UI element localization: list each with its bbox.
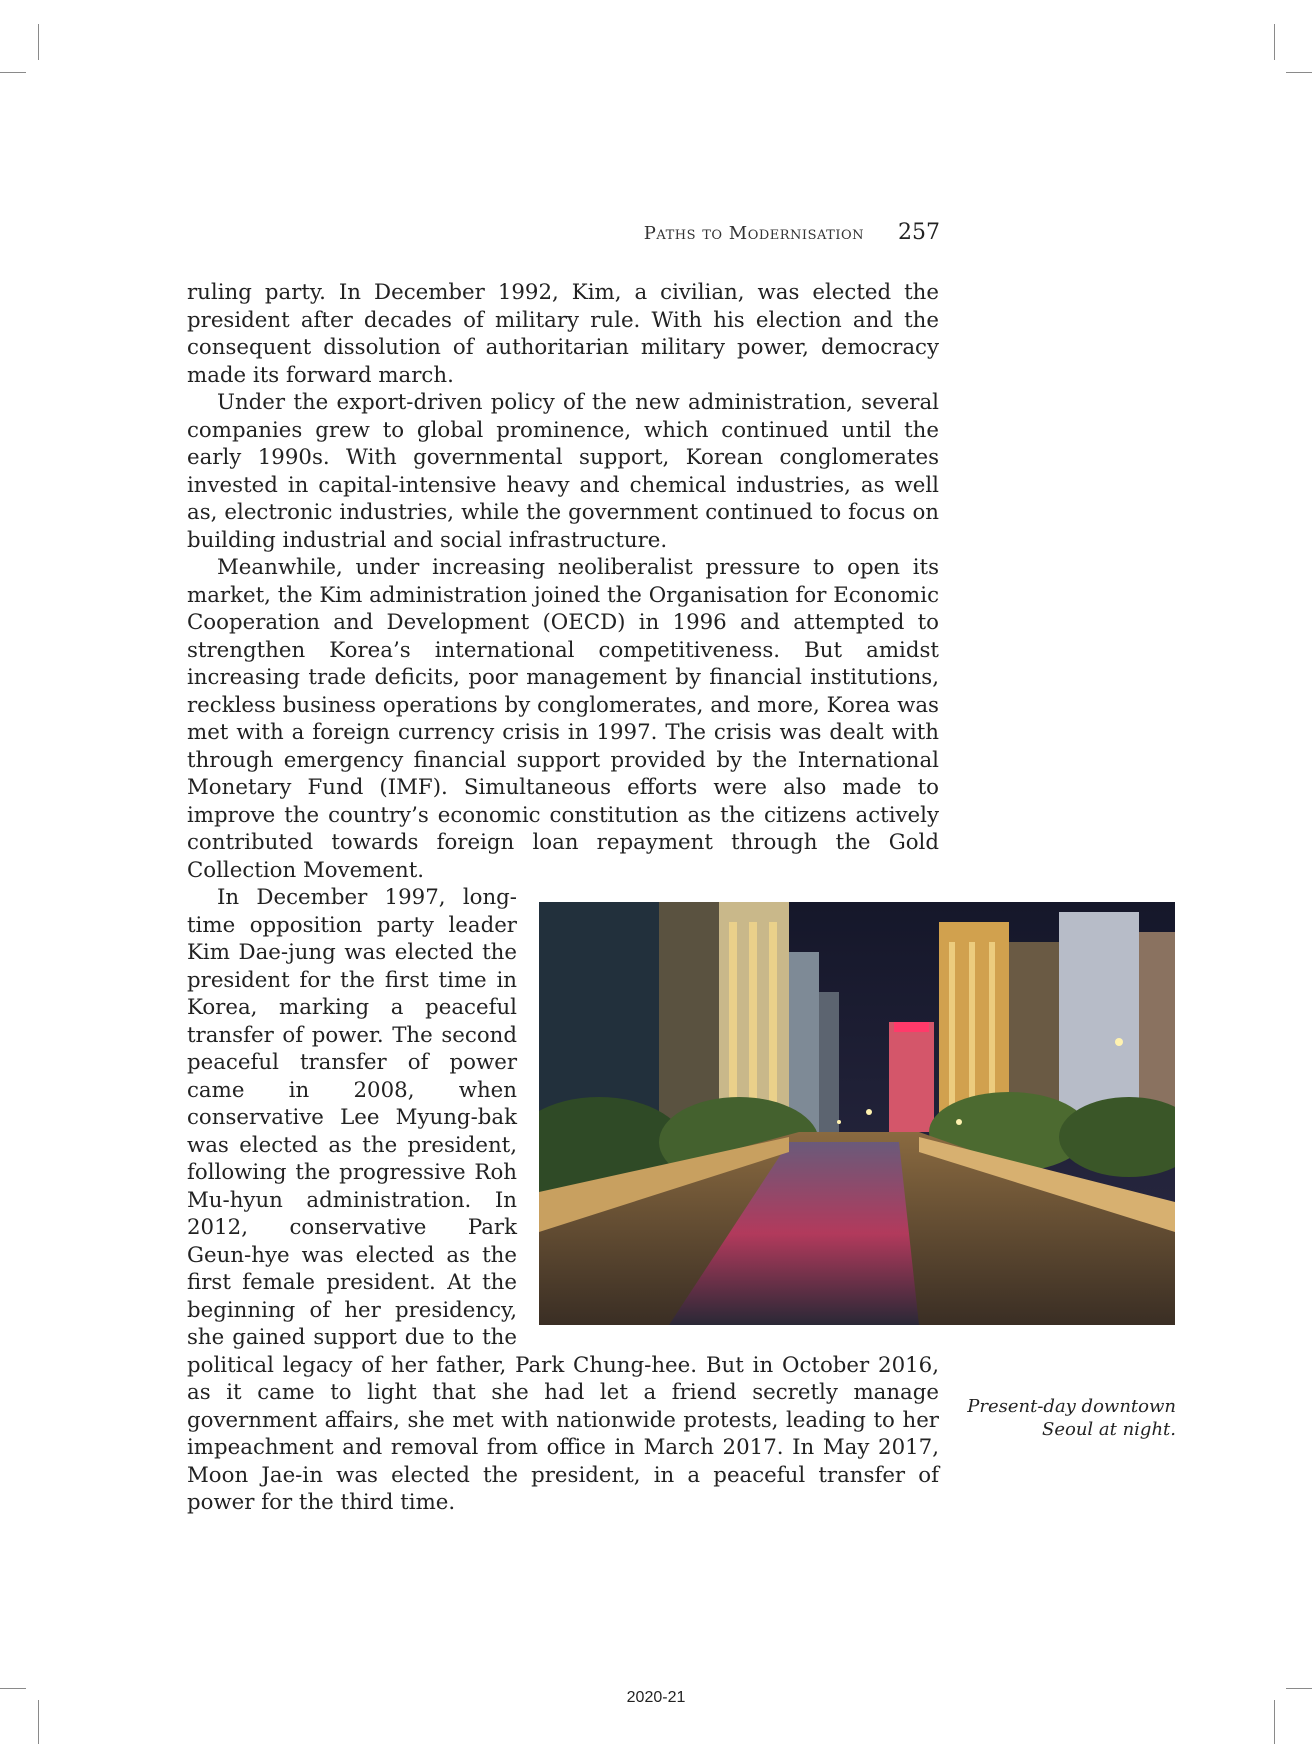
running-title: Paths to Modernisation	[643, 223, 864, 244]
page-number: 257	[898, 220, 940, 245]
paragraph: ruling party. In December 1992, Kim, a civilian, was elected the president after decades of military rule. With his election and the consequent dissolution of authoritarian military power, democracy made its forward march.	[187, 280, 939, 388]
seoul-night-photo	[539, 902, 1175, 1325]
footer-year: 2020-21	[626, 1689, 686, 1706]
crop-mark	[1286, 72, 1312, 73]
crop-mark	[0, 72, 26, 73]
crop-mark	[38, 24, 39, 60]
page-header	[500, 220, 940, 250]
paragraph: Under the export-driven policy of the new administration, several companies grew to global prominence, which continued until the early 1990s. With governmental support, Korean conglomerates invested in capital-intensive heavy and chemical industries, as well as, electronic industries, while the government continued to focus on building industrial and social infrastructure.	[187, 390, 939, 553]
crop-mark	[1274, 24, 1275, 60]
body-text	[187, 279, 939, 1517]
paragraph: In December 1997, long-time opposition party leader Kim Dae-jung was elected the president for the first time in Korea, marking a peaceful transfer of power. The second peaceful transfer of power came in 2008, when conservative Lee Myung-bak was elected as the president, following the progressive Roh Mu-hyun administration. In 2012, conservative Park Geun-hye was elected as the first female president. At the beginning of her presidency, she gained support due to the political legacy of her father, Park Chung-hee. But in October 2016, as it came to light that she had let a friend secretly manage government affairs, she met with nationwide protests, leading to her impeachment and removal from office in March 2017. In May 2017, Moon Jae-in was elected the president, in a peaceful transfer of power for the third time.	[187, 885, 939, 1515]
paragraph: Meanwhile, under increasing neoliberalist pressure to open its market, the Kim administration joined the Organisation for Economic Cooperation and Development (OECD) in 1996 and attempted to strengthen Korea’s international competitiveness. But amidst increasing trade deficits, poor management by financial institutions, reckless business operations by conglomerates, and more, Korea was met with a foreign currency crisis in 1997. The crisis was dealt with through emergency financial support provided by the International Monetary Fund (IMF). Simultaneous efforts were also made to improve the country’s economic constitution as the citizens actively contributed towards foreign loan repayment through the Gold Collection Movement.	[187, 555, 939, 883]
figure-caption: Present-day downtown Seoul at night.	[967, 1396, 1176, 1440]
